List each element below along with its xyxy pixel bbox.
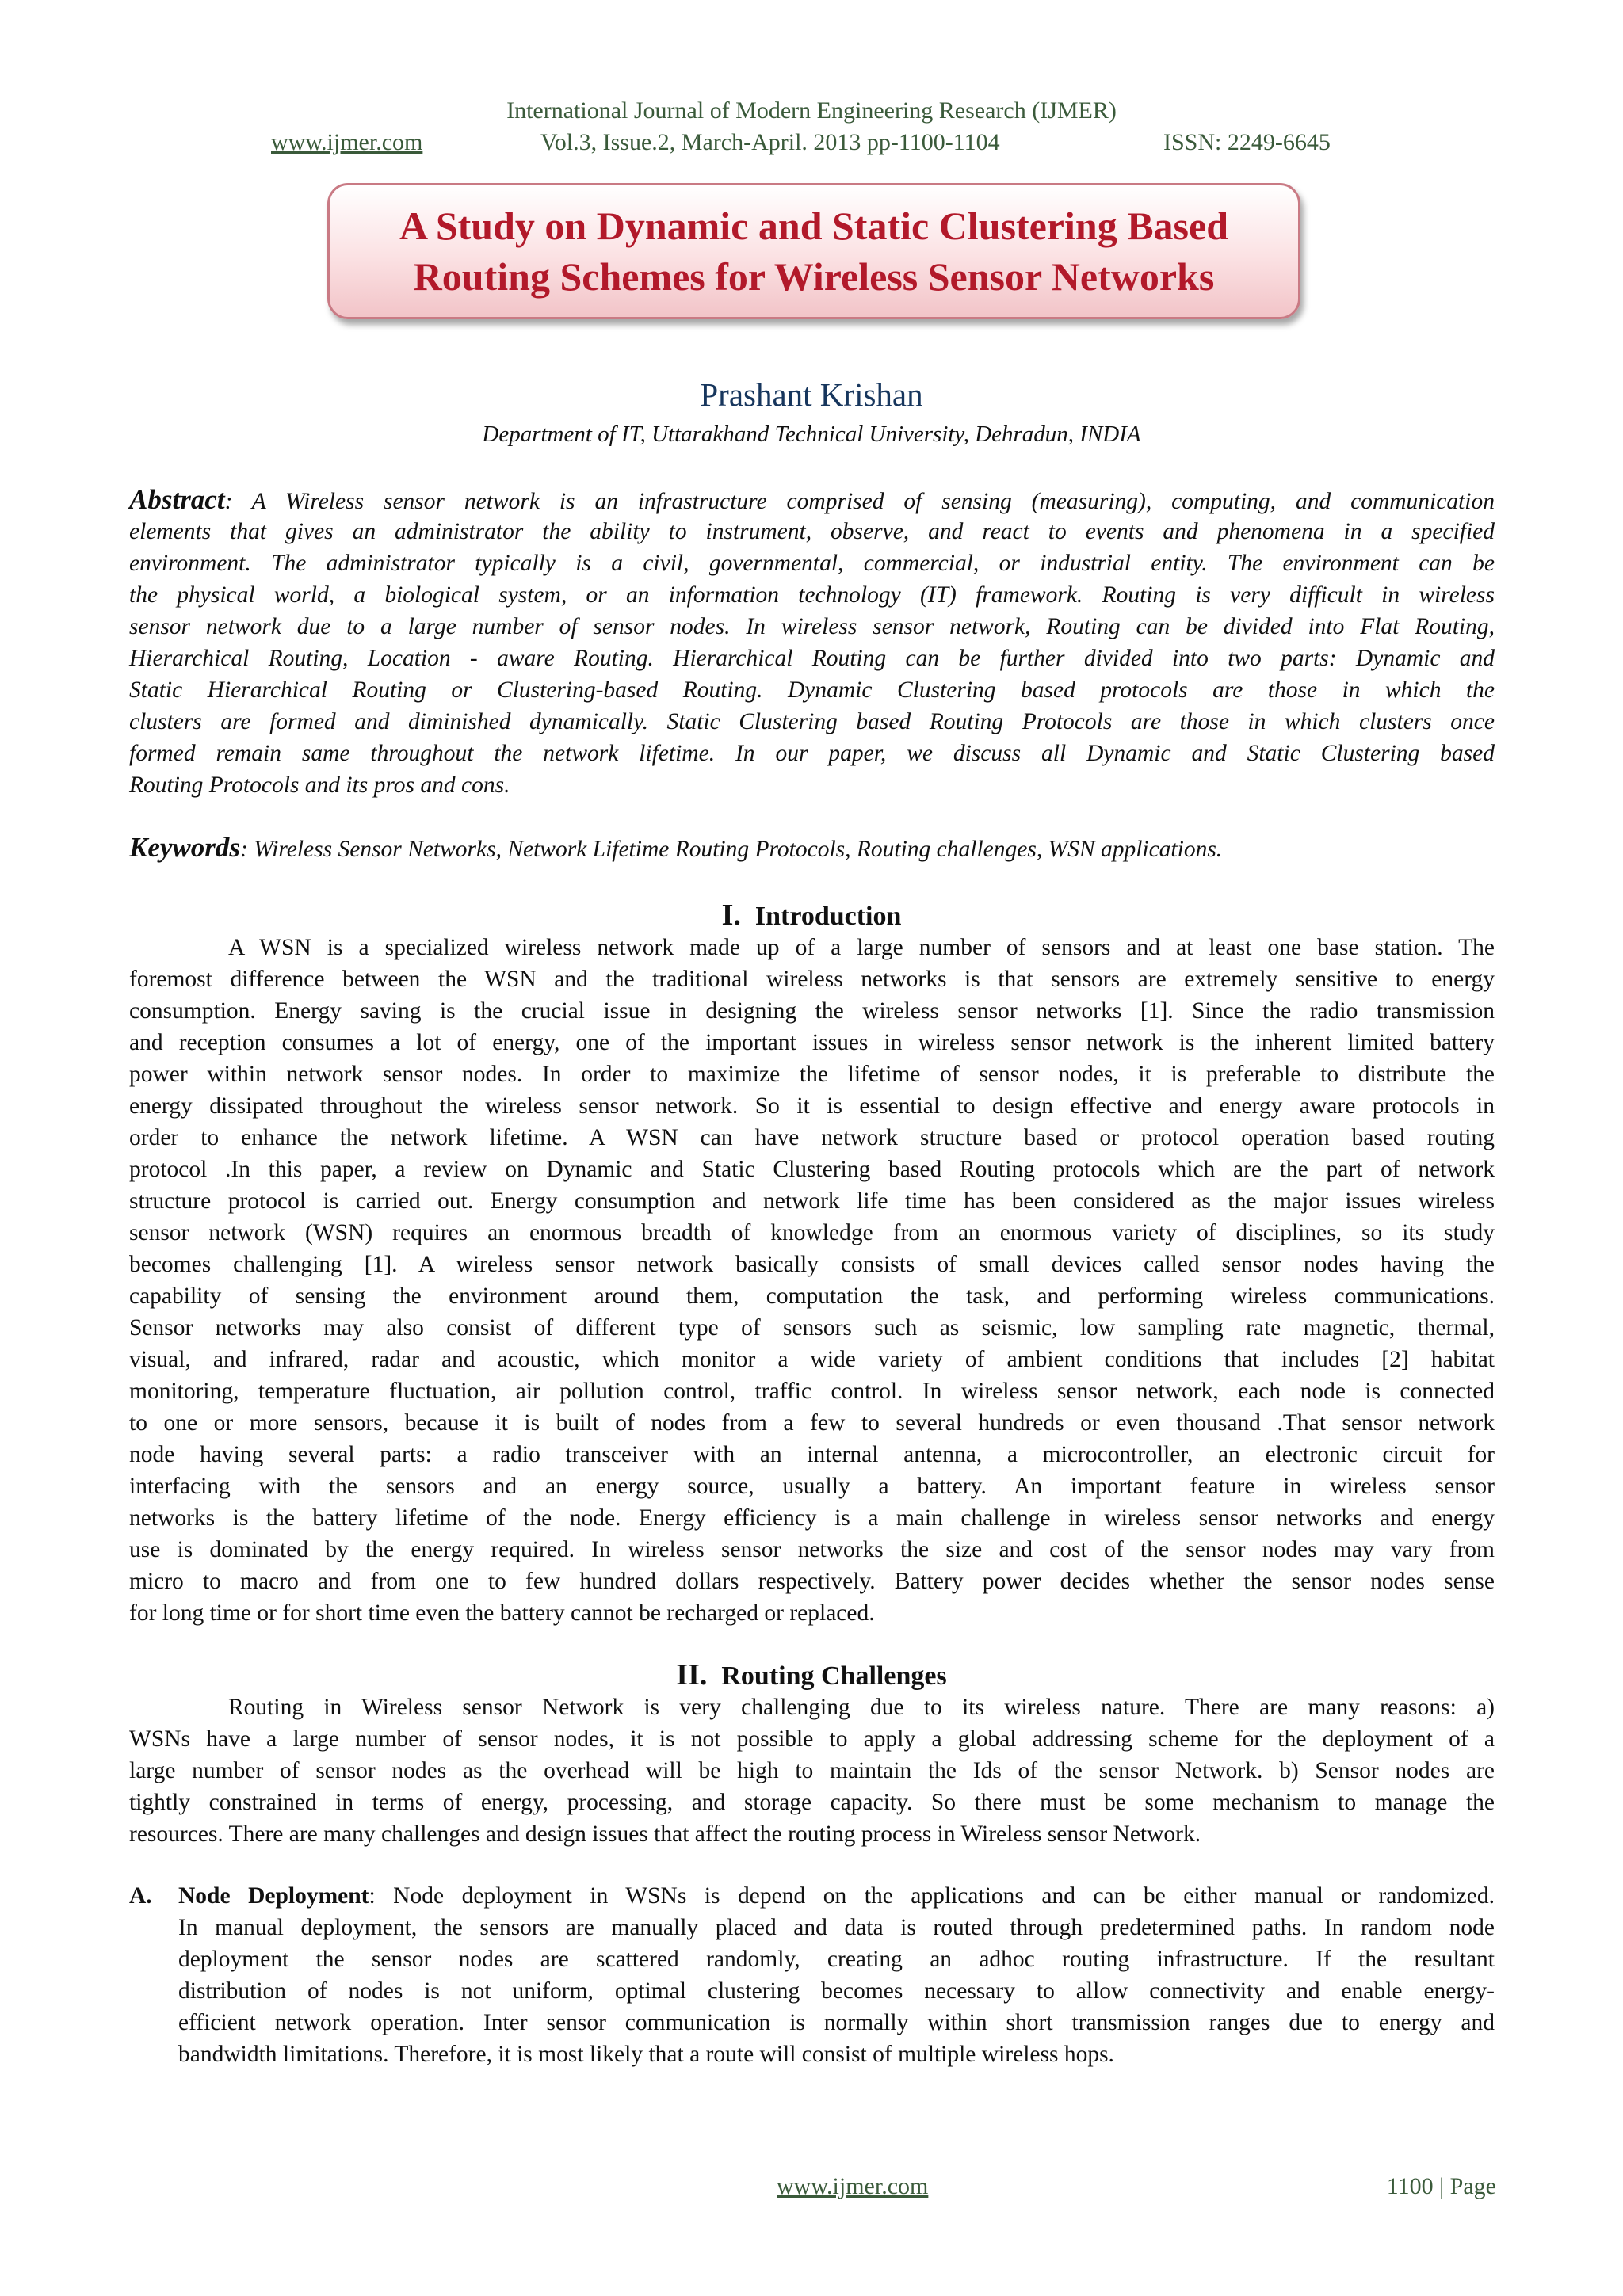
body-line: node having several parts: a radio transceiver with an internal antenna, a microcontroller, an electronic circuit for [129, 1442, 1495, 1467]
body-line: and reception consumes a lot of energy, one of the important issues in wireless sensor network is the inherent limited battery [129, 1030, 1495, 1055]
body-line: large number of sensor nodes as the overhead will be high to maintain the Ids of the sensor Network. b) Sensor nodes are [129, 1758, 1495, 1783]
body-line: for long time or for short time even the battery cannot be recharged or replaced. [129, 1600, 875, 1626]
abstract-line: environment. The administrator typically is a civil, governmental, commercial, or industrial entity. The environment can be [129, 551, 1495, 576]
body-line: capability of sensing the environment around them, computation the task, and performing wireless communications. [129, 1283, 1495, 1309]
body-line: efficient network operation. Inter sensor communication is normally within short transmission ranges due to energy and [178, 2010, 1495, 2035]
body-line: A WSN is a specialized wireless network made up of a large number of sensors and at least one base station. The [228, 935, 1495, 960]
paper-title-box [327, 183, 1300, 319]
abstract-line: elements that gives an administrator the ability to instrument, observe, and react to events and phenomena in a specified [129, 519, 1495, 544]
abstract-line: sensor network due to a large number of sensor nodes. In wireless sensor network, Routing can be divided into Flat Routing, [129, 614, 1495, 639]
body-line: power within network sensor nodes. In order to maximize the lifetime of sensor nodes, it is preferable to distribute the [129, 1062, 1495, 1087]
paper-title-line-2: Routing Schemes for Wireless Sensor Networks [413, 254, 1215, 299]
body-line: energy dissipated throughout the wireless sensor network. So it is essential to design effective and energy aware protocols in [129, 1093, 1495, 1119]
issn-info: ISSN: 2249-6645 [1163, 129, 1331, 155]
list-marker: A. [129, 1883, 152, 1909]
body-line: use is dominated by the energy required. In wireless sensor networks the size and cost of the sensor nodes may vary from [129, 1537, 1495, 1562]
body-line: Sensor networks may also consist of different type of sensors such as seismic, low sampling rate magnetic, thermal, [129, 1315, 1495, 1341]
body-line: tightly constrained in terms of energy, processing, and storage capacity. So there must be some mechanism to manage the [129, 1790, 1495, 1815]
page-number: 1100 | Page [1386, 2173, 1496, 2199]
author-name: Prashant Krishan [700, 376, 923, 413]
abstract-line: formed remain same throughout the network lifetime. In our paper, we discuss all Dynamic and Static Clustering based [129, 741, 1495, 766]
abstract-line: clusters are formed and diminished dynamically. Static Clustering based Routing Protocols are those in which clusters once [129, 709, 1495, 734]
body-line: resources. There are many challenges and design issues that affect the routing process in Wireless sensor Network. [129, 1821, 1201, 1847]
body-line: WSNs have a large number of sensor nodes, it is not possible to apply a global addressing scheme for the deployment of a [129, 1726, 1495, 1752]
body-line: sensor network (WSN) requires an enormous breadth of knowledge from an enormous variety of disciplines, so its study [129, 1220, 1495, 1245]
journal-url-link[interactable]: www.ijmer.com [271, 129, 423, 155]
footer-url-link[interactable]: www.ijmer.com [777, 2173, 929, 2199]
section-heading-routing-challenges: II. Routing Challenges [676, 1658, 947, 1691]
body-line: structure protocol is carried out. Energy consumption and network life time has been considered as the major issues wireless [129, 1188, 1495, 1214]
body-line: micro to macro and from one to few hundred dollars respectively. Battery power decides whether the sensor nodes sense [129, 1569, 1495, 1594]
body-line: distribution of nodes is not uniform, optimal clustering becomes necessary to allow connectivity and enable energy- [178, 1978, 1495, 2004]
body-line: order to enhance the network lifetime. A WSN can have network structure based or protocol operation based routing [129, 1125, 1495, 1150]
body-line: monitoring, temperature fluctuation, air pollution control, traffic control. In wireless sensor network, each node is connected [129, 1379, 1495, 1404]
node-deployment-label: Node Deployment [178, 1883, 369, 1909]
body-line: consumption. Energy saving is the crucial issue in designing the wireless sensor networks [1]. Since the radio transmission [129, 998, 1495, 1024]
keywords-label: Keywords [129, 832, 240, 863]
abstract-line: Abstract: A Wireless sensor network is an infrastructure comprised of sensing (measuring), computing, and communication [129, 484, 1495, 515]
body-line: protocol .In this paper, a review on Dynamic and Static Clustering based Routing protocols which are the part of network [129, 1157, 1495, 1182]
abstract-line: Hierarchical Routing, Location - aware Routing. Hierarchical Routing can be further divided into two parts: Dynamic and [129, 646, 1495, 671]
paper-title-line-1: A Study on Dynamic and Static Clustering Based [399, 204, 1228, 248]
body-line: foremost difference between the WSN and the traditional wireless networks is that sensors are extremely sensitive to energy [129, 967, 1495, 992]
body-line: In manual deployment, the sensors are manually placed and data is routed through predetermined paths. In random node [178, 1915, 1495, 1940]
body-line: becomes challenging [1]. A wireless sensor network basically consists of small devices called sensor nodes having the [129, 1252, 1495, 1277]
volume-info: Vol.3, Issue.2, March-April. 2013 pp-1100-1104 [540, 129, 1000, 155]
body-line: Node Deployment: Node deployment in WSNs is depend on the applications and can be either manual or randomized. [178, 1883, 1495, 1909]
abstract-label: Abstract [129, 484, 225, 515]
body-line: visual, and infrared, radar and acoustic, which monitor a wide variety of ambient conditions that includes [2] habitat [129, 1347, 1495, 1372]
author-affiliation: Department of IT, Uttarakhand Technical University, Dehradun, INDIA [482, 421, 1141, 447]
abstract-line: Static Hierarchical Routing or Clustering-based Routing. Dynamic Clustering based protocols are those in which the [129, 677, 1495, 703]
journal-name: International Journal of Modern Engineering Research (IJMER) [506, 97, 1117, 124]
body-line: to one or more sensors, because it is built of nodes from a few to several hundreds or even thousand .That sensor network [129, 1410, 1495, 1436]
body-line: networks is the battery lifetime of the node. Energy efficiency is a main challenge in wireless sensor networks and energy [129, 1505, 1495, 1531]
body-line: bandwidth limitations. Therefore, it is most likely that a route will consist of multiple wireless hops. [178, 2042, 1114, 2067]
body-line: deployment the sensor nodes are scattered randomly, creating an adhoc routing infrastructure. If the resultant [178, 1947, 1495, 1972]
keywords: Keywords: Wireless Sensor Networks, Network Lifetime Routing Protocols, Routing challenges, WSN applications. [129, 832, 1223, 863]
abstract-line: the physical world, a biological system, or an information technology (IT) framework. Routing is very difficult in wireless [129, 582, 1495, 608]
body-line: interfacing with the sensors and an energy source, usually a battery. An important feature in wireless sensor [129, 1474, 1495, 1499]
body-line: Routing in Wireless sensor Network is very challenging due to its wireless nature. There are many reasons: a) [228, 1695, 1495, 1720]
abstract-line: Routing Protocols and its pros and cons. [129, 772, 510, 798]
section-heading-introduction: I. Introduction [721, 898, 902, 932]
